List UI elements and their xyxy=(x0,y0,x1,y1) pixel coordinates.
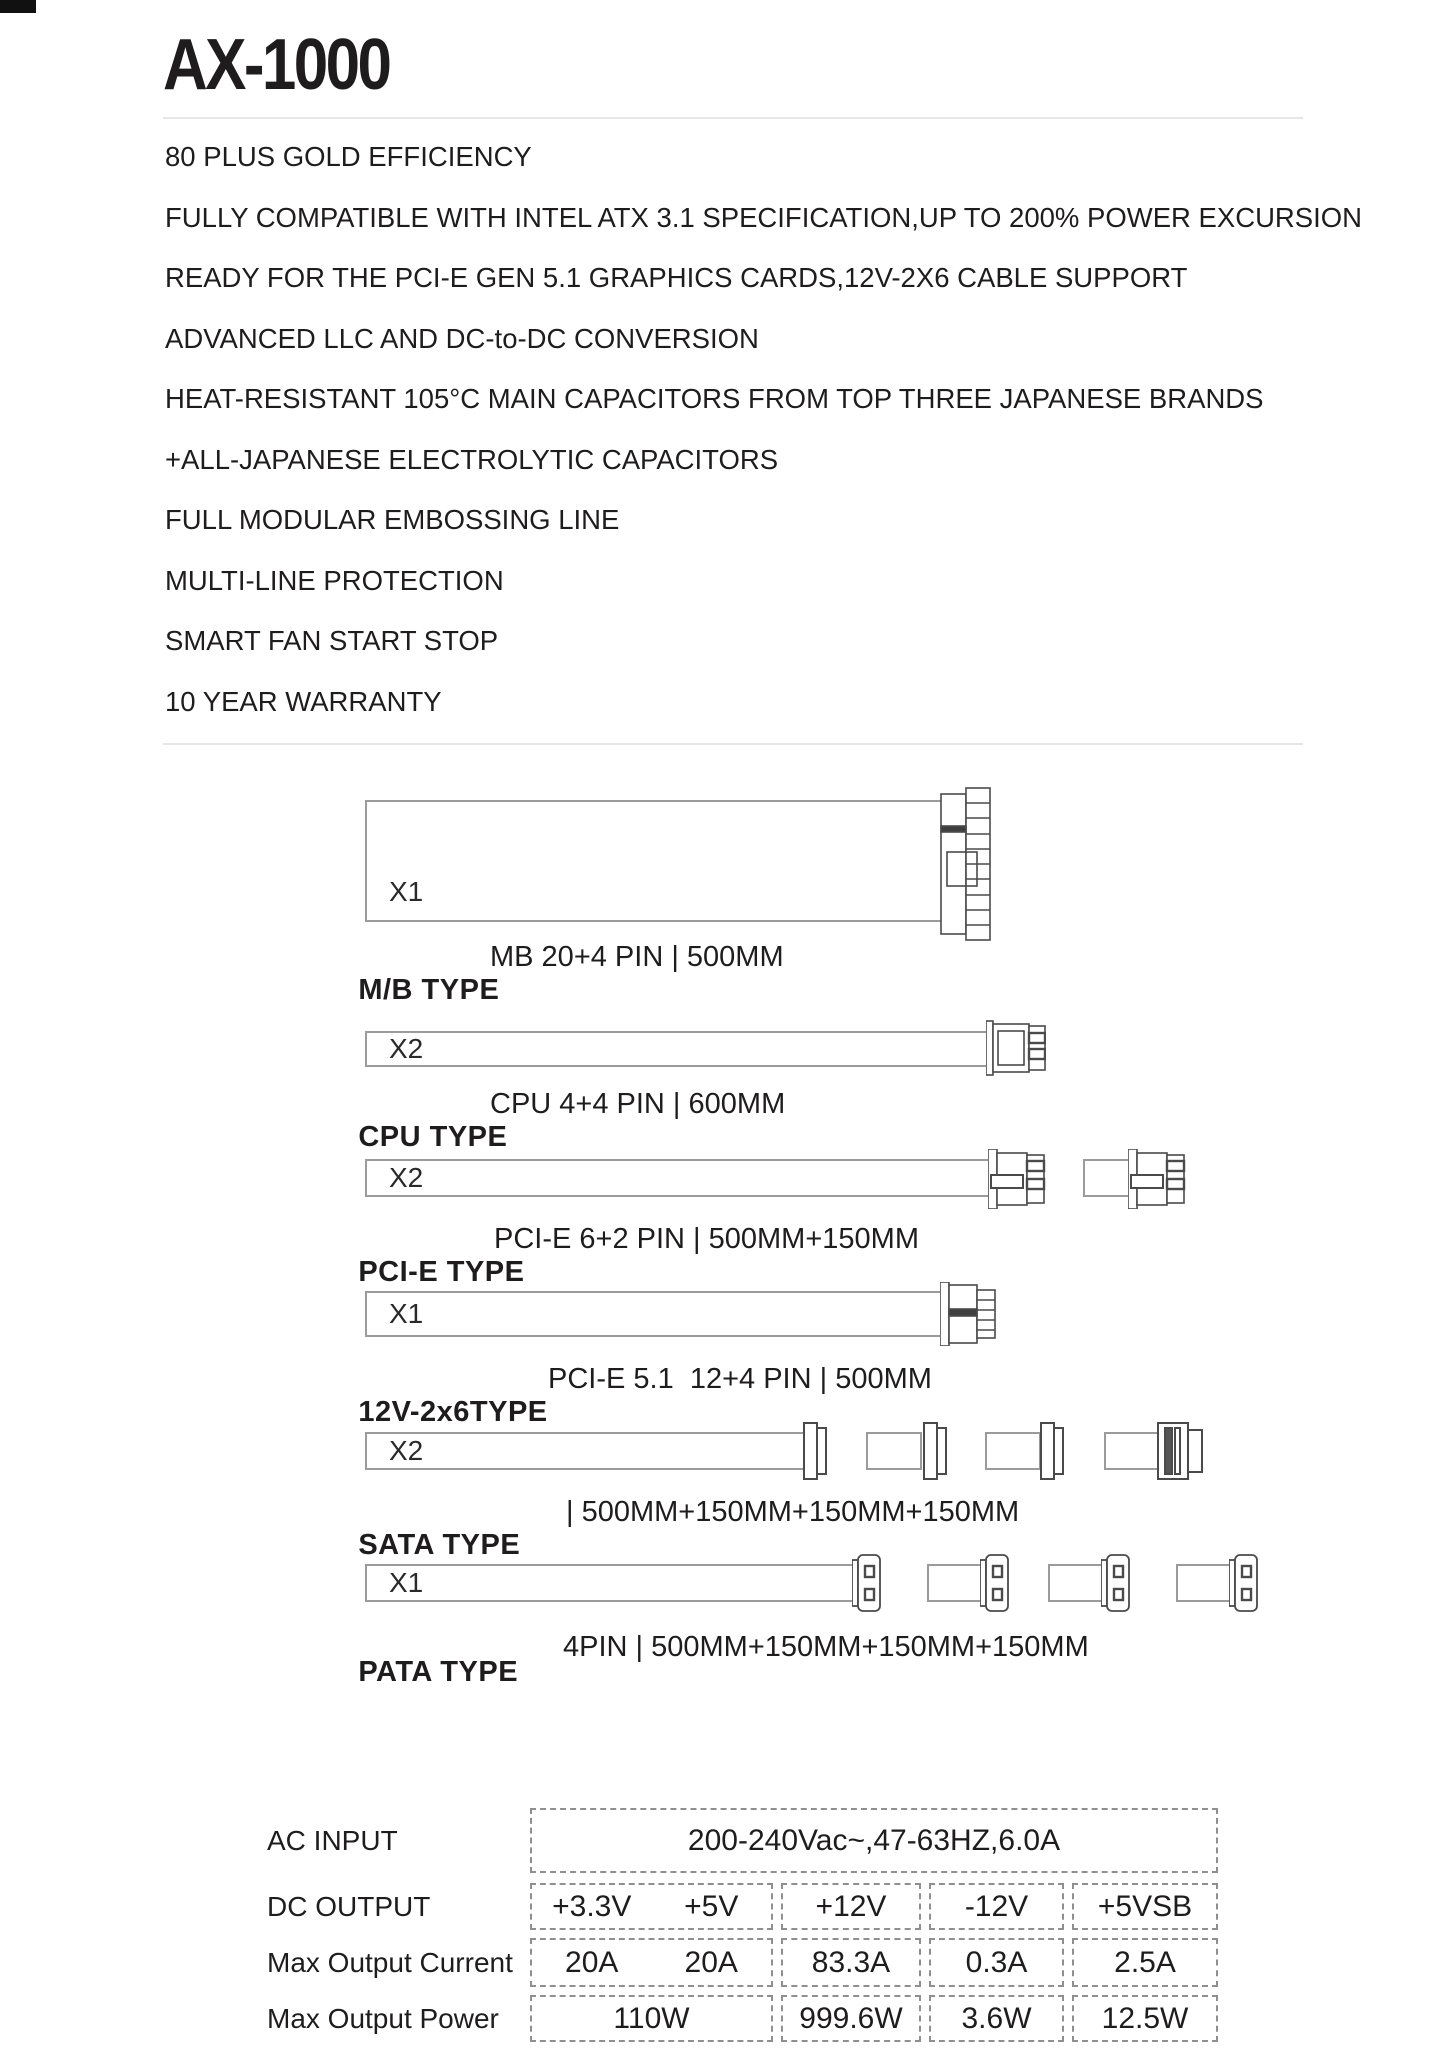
cable-type-label: M/B TYPE xyxy=(358,974,500,1006)
sata-connector-icon xyxy=(1037,1422,1071,1480)
cable-caption-12v2x6 xyxy=(310,1363,932,1428)
cable-body-cpu xyxy=(365,1031,995,1067)
cable-spec-text: | 500MM+150MM+150MM+150MM xyxy=(566,1496,1020,1528)
cable-body-12v2x6 xyxy=(365,1291,945,1337)
feature-list xyxy=(165,127,1362,732)
cable-caption-mb xyxy=(310,941,784,1006)
cable-segment xyxy=(866,1432,922,1470)
feature-item: 80 PLUS GOLD EFFICIENCY xyxy=(165,141,532,173)
spec-cell-power-neg12: 3.6W xyxy=(929,1995,1064,2042)
cable-segment xyxy=(1104,1432,1160,1470)
cable-type-label: PCI-E TYPE xyxy=(358,1256,525,1288)
spec-rail-5: +5V xyxy=(684,1889,739,1923)
cable-caption-cpu xyxy=(310,1088,786,1153)
cable-segment xyxy=(1048,1564,1104,1602)
cable-spec-text: PCI-E 6+2 PIN | 500MM+150MM xyxy=(494,1223,919,1255)
cable-type-label: CPU TYPE xyxy=(358,1121,508,1153)
spec-cell-dc-5vsb: +5VSB xyxy=(1072,1883,1218,1930)
cable-segment xyxy=(927,1564,983,1602)
spec-cell-current-neg12: 0.3A xyxy=(929,1938,1064,1987)
spec-row-label-max-current: Max Output Current xyxy=(267,1946,513,1978)
spec-rail-33: +3.3V xyxy=(552,1889,632,1923)
molex-4pin-connector-icon xyxy=(980,1554,1016,1612)
spec-cell-power-5vsb: 12.5W xyxy=(1072,1995,1218,2042)
spec-cell-dc-33-5 xyxy=(530,1883,773,1930)
spec-cell-dc-12: +12V xyxy=(781,1883,921,1930)
cable-qty: X1 xyxy=(389,1298,424,1329)
page-title: AX-1000 xyxy=(163,25,390,105)
cable-caption-sata xyxy=(310,1496,1020,1561)
cable-type-label: 12V-2x6TYPE xyxy=(358,1396,548,1428)
12v-2x6-connector-icon xyxy=(940,1282,998,1346)
feature-item: SMART FAN START STOP xyxy=(165,625,499,657)
spec-current-33: 20A xyxy=(565,1945,619,1979)
molex-4pin-connector-icon xyxy=(1101,1554,1137,1612)
cable-spec-text: PCI-E 5.1 12+4 PIN | 500MM xyxy=(548,1363,932,1395)
feature-item: FULLY COMPATIBLE WITH INTEL ATX 3.1 SPECIFICATION,UP TO 200% POWER EXCURSION xyxy=(165,201,1363,233)
spec-row-label-max-power: Max Output Power xyxy=(267,2002,499,2034)
sata-connector-icon xyxy=(920,1422,954,1480)
spec-cell-current-33-5 xyxy=(530,1938,773,1987)
cable-type-label: PATA TYPE xyxy=(358,1656,519,1688)
sata-end-connector-icon xyxy=(1156,1422,1206,1480)
cable-qty: X1 xyxy=(389,1567,424,1598)
cable-type-label: SATA TYPE xyxy=(358,1529,521,1561)
cable-body-pcie xyxy=(365,1159,991,1197)
scan-corner-mark xyxy=(0,0,36,13)
cable-body-pata xyxy=(365,1564,859,1602)
cable-qty: X2 xyxy=(389,1162,424,1193)
divider-top xyxy=(163,117,1303,119)
pcie-6plus2-connector-icon xyxy=(1128,1149,1186,1209)
spec-row-label-ac-input: AC INPUT xyxy=(267,1824,398,1856)
cable-qty: X2 xyxy=(389,1435,424,1466)
sata-connector-icon xyxy=(800,1422,834,1480)
feature-item: HEAT-RESISTANT 105°C MAIN CAPACITORS FROM TOP THREE JAPANESE BRANDS xyxy=(165,383,1264,415)
cable-body-sata xyxy=(365,1432,805,1470)
cable-spec-text: 4PIN | 500MM+150MM+150MM+150MM xyxy=(563,1631,1089,1663)
divider-middle xyxy=(163,743,1303,745)
cable-body-mb xyxy=(365,800,945,922)
feature-item: MULTI-LINE PROTECTION xyxy=(165,564,504,596)
feature-item: +ALL-JAPANESE ELECTROLYTIC CAPACITORS xyxy=(165,443,779,475)
cable-spec-text: CPU 4+4 PIN | 600MM xyxy=(490,1088,786,1120)
cable-caption-pcie xyxy=(310,1223,919,1288)
feature-item: FULL MODULAR EMBOSSING LINE xyxy=(165,504,620,536)
feature-item: ADVANCED LLC AND DC-to-DC CONVERSION xyxy=(165,322,759,354)
cable-segment xyxy=(985,1432,1041,1470)
feature-item: READY FOR THE PCI-E GEN 5.1 GRAPHICS CARDS,12V-2X6 CABLE SUPPORT xyxy=(165,262,1188,294)
feature-item: 10 YEAR WARRANTY xyxy=(165,685,442,717)
mb-24pin-connector-icon xyxy=(940,786,992,942)
spec-cell-current-5vsb: 2.5A xyxy=(1072,1938,1218,1987)
molex-4pin-connector-icon xyxy=(1229,1554,1265,1612)
spec-cell-power-12: 999.6W xyxy=(781,1995,921,2042)
cpu-4plus4-connector-icon xyxy=(986,1019,1046,1077)
spec-cell-dc-neg12: -12V xyxy=(929,1883,1064,1930)
spec-cell-power-33-5: 110W xyxy=(530,1995,773,2042)
cable-caption-pata xyxy=(310,1623,1089,1688)
spec-row-label-dc-output: DC OUTPUT xyxy=(267,1890,431,1922)
molex-4pin-connector-icon xyxy=(852,1554,888,1612)
cable-segment xyxy=(1083,1159,1133,1197)
spec-cell-ac-input-value: 200-240Vac~,47-63HZ,6.0A xyxy=(530,1808,1218,1873)
spec-cell-current-12: 83.3A xyxy=(781,1938,921,1987)
cable-segment xyxy=(1176,1564,1232,1602)
cable-qty: X1 xyxy=(389,876,424,907)
spec-current-5: 20A xyxy=(684,1945,738,1979)
pcie-6plus2-connector-icon xyxy=(988,1149,1046,1209)
cable-spec-text: MB 20+4 PIN | 500MM xyxy=(490,941,784,973)
cable-qty: X2 xyxy=(389,1033,424,1064)
